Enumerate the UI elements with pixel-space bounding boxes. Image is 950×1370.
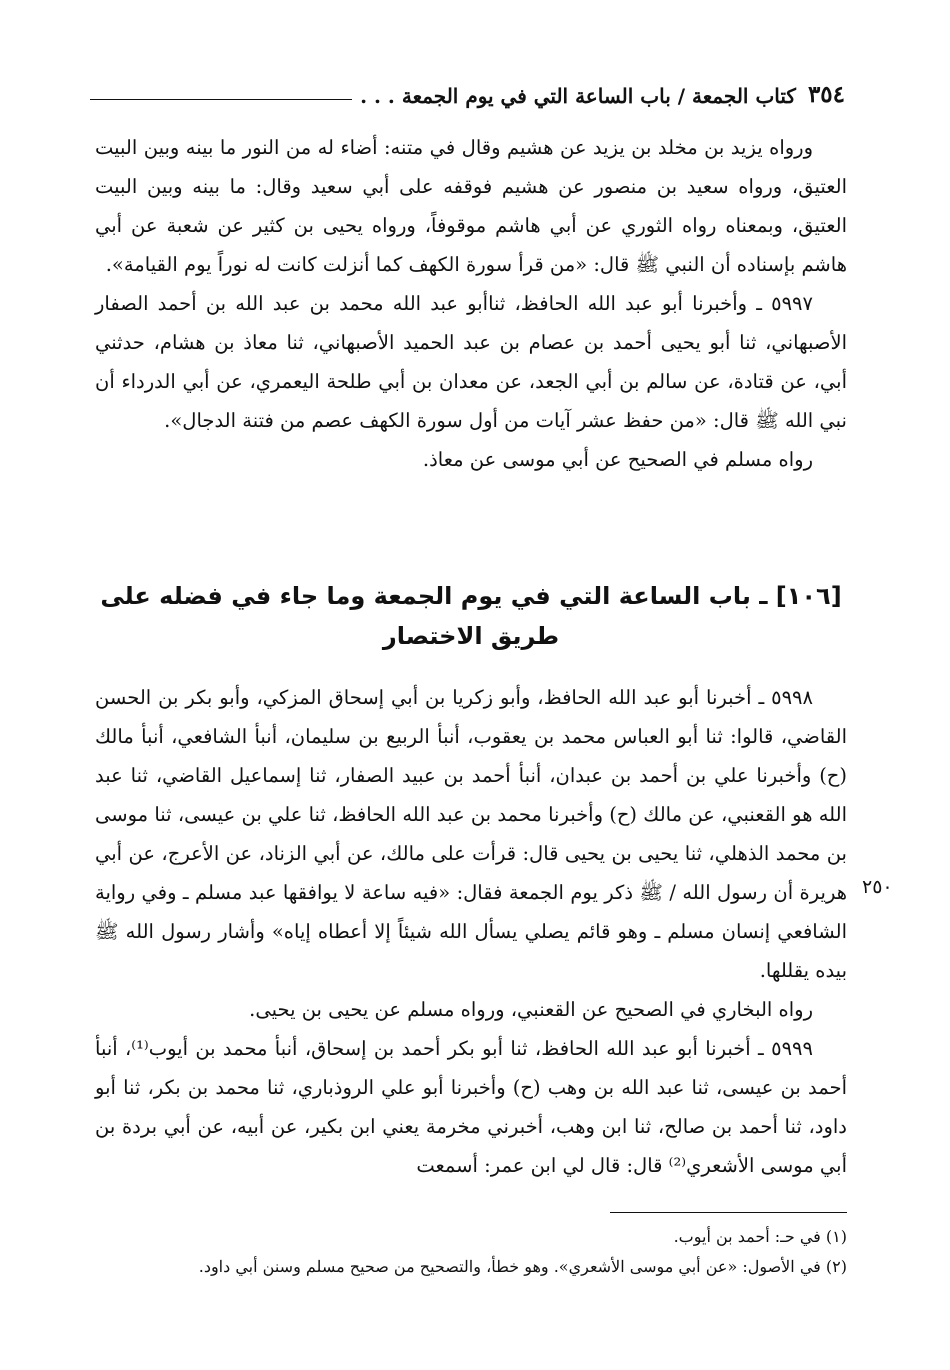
paragraph: رواه مسلم في الصحيح عن أبي موسى عن معاذ. bbox=[422, 448, 813, 471]
footnotes bbox=[95, 1222, 847, 1282]
footnote-rule bbox=[610, 1212, 847, 1213]
hadith-5998: ٥٩٩٨ ـ أخبرنا أبو عبد الله الحافظ، وأبو زكريا بن أبي إسحاق المزكي، وأبو بكر بن الحسن القاضي، قالوا: ثنا أبو العباس محمد بن يعقوب، أنبأ الربيع بن سليمان، أنبأ الشافعي، أنبأ مالك (ح) وأخبرنا علي بن أحمد بن عبدان، أنبأ أحمد بن عبيد الصفار، ثنا إسماعيل القاضي، ثنا عبد الله هو القعنبي، عن مالك (ح) وأخبرنا محمد بن عبد الله الحافظ، ثنا علي بن عيسى، ثنا موسى بن محمد الذهلي، ثنا يحيى بن يحيى قال: قرأت على مالك، عن أبي الزناد، عن الأعرج، عن أبي هريرة أن رسول الله / ﷺ ذكر يوم الجمعة فقال: «فيه ساعة لا يوافقها عبد مسلم ـ وفي رواية الشافعي إنسان مسلم ـ وهو قائم يصلي يسأل الله شيئاً إلا أعطاه إياه» وأشار رسول الله ﷺ بيده يقللها. bbox=[95, 686, 847, 982]
page-header bbox=[90, 68, 845, 108]
margin-page-marker: ٢٥٠ bbox=[862, 876, 893, 898]
footnote: (٢) في الأصول: «عن أبي موسى الأشعري». وهو خطأ، والتصحيح من صحيح مسلم وسنن أبي داود. bbox=[198, 1257, 847, 1276]
header-rule bbox=[90, 99, 352, 100]
body-text-top bbox=[95, 128, 847, 479]
running-title: كتاب الجمعة / باب الساعة التي في يوم الجمعة . . . bbox=[360, 84, 796, 108]
paragraph: ورواه يزيد بن مخلد بن يزيد عن هشيم وقال في متنه: أضاء له من النور ما بينه وبين البيت العتيق، ورواه سعيد بن منصور عن هشيم فوقفه على أبي سعيد وقال: ما بينه وبين البيت العتيق، وبمعناه رواه الثوري عن أبي هاشم موقوفاً، ورواه يحيى بن كثير عن شعبة عن أبي هاشم بإسناده أن النبي ﷺ قال: «من قرأ سورة الكهف كما أنزلت كانت له نوراً يوم القيامة». bbox=[95, 136, 847, 276]
chapter-heading: [١٠٦] ـ باب الساعة التي في يوم الجمعة وما جاء في فضله على طريق الاختصار bbox=[100, 582, 842, 650]
page-number: ٣٥٤ bbox=[807, 81, 845, 108]
body-text-bottom bbox=[95, 678, 847, 1185]
hadith-5997: ٥٩٩٧ ـ وأخبرنا أبو عبد الله الحافظ، ثناأبو عبد الله محمد بن عبد الله بن أحمد الصفار الأصبهاني، ثنا أبو يحيى أحمد بن عصام بن عبد الحميد الأصبهاني، ثنا معاذ بن هشام، حدثني أبي، عن قتادة، عن سالم بن أبي الجعد، عن معدان بن أبي طلحة اليعمري، عن أبي الدرداء أن نبي الله ﷺ قال: «من حفظ عشر آيات من أول سورة الكهف عصم من فتنة الدجال». bbox=[95, 292, 847, 432]
paragraph: رواه البخاري في الصحيح عن القعنبي، ورواه مسلم عن يحيى بن يحيى. bbox=[249, 998, 813, 1021]
footnote: (١) في حـ: أحمد بن أيوب. bbox=[673, 1227, 847, 1246]
hadith-5999: ٥٩٩٩ ـ أخبرنا أبو عبد الله الحافظ، ثنا أبو بكر أحمد بن إسحاق، أنبأ محمد بن أيوب⁽¹⁾، أنبأ أحمد بن عيسى، ثنا عبد الله بن وهب (ح) وأخبرنا أبو علي الروذباري، ثنا محمد بن بكر، ثنا أبو داود، ثنا أحمد بن صالح، ثنا ابن وهب، أخبرني مخرمة يعني ابن بكير، عن أبيه، عن أبي بردة بن أبي موسى الأشعري⁽²⁾ قال: قال لي ابن عمر: أسمعت bbox=[95, 1037, 847, 1177]
